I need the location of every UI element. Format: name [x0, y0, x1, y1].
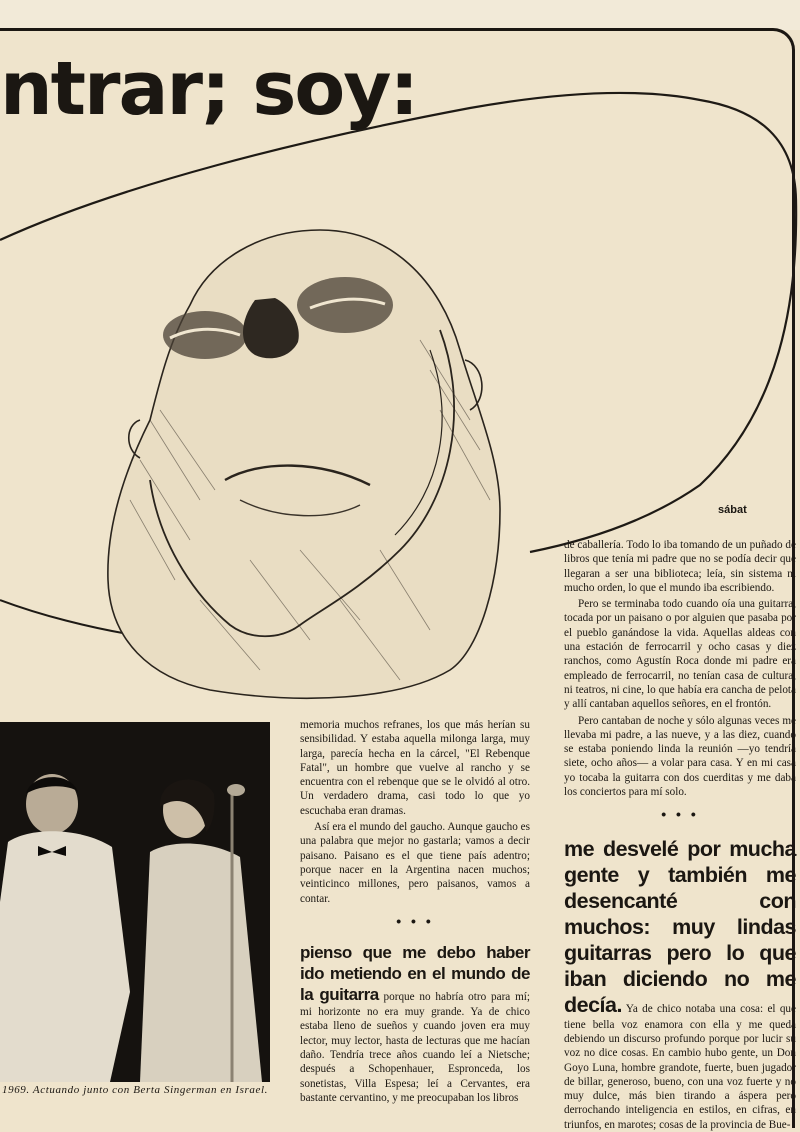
section-divider: • • • [661, 806, 699, 823]
middle-paragraph-1: memoria muchos refranes, los que más herían su sensibilidad. Y estaba aquella milonga larga, muy larga, parecía hecha en la cárcel, "El Rebenque Fatal", un hombre que vuelve al rancho y se encuentra con el rebenque que se le olvidó al otro. Un verdadero drama, casi todo lo que yo escuchaba eran dramas. [300, 719, 530, 817]
right-paragraph-3: Pero cantaban de noche y sólo algunas veces me llevaba mi padre, a las nueve, y a las diez, cuando se estaba poniendo linda la reunión —yo tendría siete, ocho años— a volar para casa. Y en mi casa yo tocaba la guitarra con dos cuerditas y me daba los conciertos para mí solo. [564, 714, 796, 799]
middle-column [300, 718, 530, 1105]
headline: ntrar; soy: [0, 46, 418, 132]
microphone [227, 784, 245, 796]
right-column [564, 538, 796, 1132]
right-eye-shadow [297, 277, 393, 333]
middle-paragraph-2: Así era el mundo del gaucho. Aunque gaucho es una palabra que mejor no gastarla; vamos a decir paisano. Paisano es el que tiene país adentro; porque nacer en la Argentina nacen muchos; veinticinco millones, pero paisanos, vamos a contar. [300, 821, 530, 905]
page-top-band [0, 0, 800, 30]
right-paragraph-1: de caballería. Todo lo iba tomando de un puñado de libros que tenía mi padre que no se podía decir que llegaran a ser una biblioteca; leía, sin sistema ni mucho orden, lo que el mundo iba escribiendo. [564, 539, 796, 594]
man-jacket [0, 831, 130, 1082]
section-divider: • • • [396, 912, 434, 929]
pull-quote-desvele: me desvelé por mucha gente y también me desencanté con muchos: muy lindas guitarras pero lo que iban diciendo no me decía. [564, 836, 796, 1017]
right-paragraph-4: Ya de chico notaba una cosa: el que tiene bella voz enamora con ella y me queda debiendo un discurso profundo porque por lucir su voz no dice cosas. En cambio hubo gente, un Don Goyo Luna, hombre grandote, fuerte, buen jugador de billar, generoso, bueno, con una voz fuerte y no muy dulce, más bien tirando a áspera pero derrochando inteligencia en estilos, en cifras, en triunfos, en marotes; cosas de la provincia de Bue- [564, 1002, 796, 1131]
photo-caption: 1969. Actuando junto con Berta Singerman en Israel. [2, 1084, 268, 1096]
right-paragraph-2: Pero se terminaba todo cuando oía una guitarra, tocada por un paisano o por alguien que pasaba por el pueblo ganándose la vida. Aquellas aldeas con una estación de ferrocarril y ocho casas y diez ranchos, como Agustín Roca donde mi padre era empleado de ferrocarril, no tenían casa de cultura, ni teatros, ni cine, lo que había era cancha de pelota y allí cantaban aquellos señores, en el frontón. [564, 598, 796, 711]
woman-dress [140, 844, 262, 1082]
pull-quote-guitarra: pienso que me debo haber ido metiendo en el mundo de la guitarra [300, 943, 530, 1005]
middle-paragraph-3: porque no habría otro para mí; mi horizonte no era muy grande. Ya de chico estaba lleno de sueños y cuando joven era muy lector, muy lector, hasta de lecturas que me hacían daño. Tendría trece años cuando leí a Nietsche; después a Schopenhauer, Espronceda, los sonetistas, Villa Espesa; leí a Cervantes, era bastante cervantino, y me preocupaban los libros [300, 991, 530, 1104]
performance-photo-drawing [0, 722, 270, 1082]
illustrator-signature: sábat [718, 504, 747, 516]
performance-photo [0, 722, 270, 1082]
